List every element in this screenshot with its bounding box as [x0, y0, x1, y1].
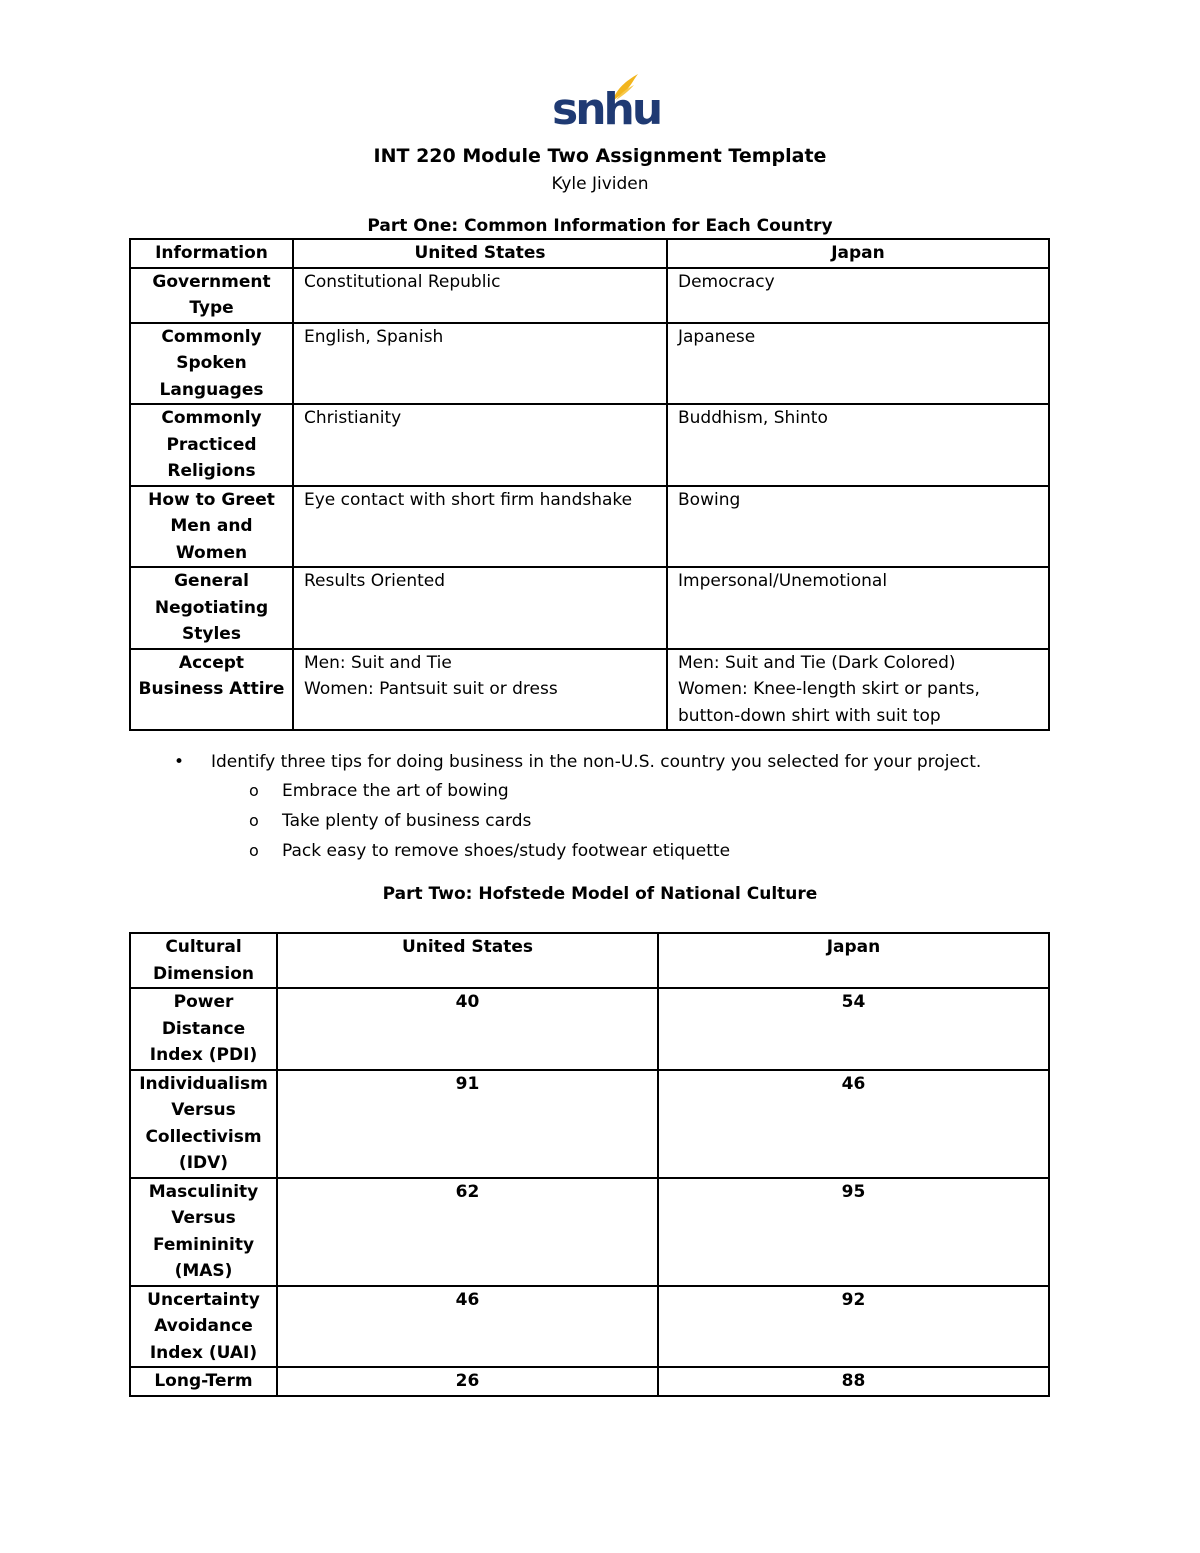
- japan-cell: [667, 404, 1049, 486]
- document-title: INT 220 Module Two Assignment Template: [373, 145, 827, 167]
- japan-cell: [667, 268, 1049, 323]
- table-row: [130, 486, 1049, 568]
- us-cell: [293, 567, 667, 649]
- table-row: [130, 1178, 1049, 1286]
- column-header: Japan: [667, 239, 1049, 268]
- us-score: 62: [277, 1178, 658, 1286]
- us-score: 91: [277, 1070, 658, 1178]
- row-label: Power Distance Index (PDI): [130, 988, 277, 1070]
- row-label: How to Greet Men and Women: [130, 486, 293, 568]
- us-score: 46: [277, 1286, 658, 1368]
- part-two-heading: Part Two: Hofstede Model of National Culture: [382, 884, 818, 904]
- sub-bullet-icon: o: [249, 811, 259, 830]
- table-row: [130, 1286, 1049, 1368]
- sub-bullet-icon: o: [249, 781, 259, 800]
- cell-text: Results Oriented: [304, 571, 446, 591]
- japan-cell: [667, 567, 1049, 649]
- column-header: United States: [277, 933, 658, 988]
- cell-text: Impersonal/Unemotional: [678, 571, 888, 591]
- us-score: 40: [277, 988, 658, 1070]
- hofstede-table: [129, 932, 1050, 1397]
- cell-text: Men: Suit and Tie: [304, 652, 452, 673]
- japan-score: 54: [658, 988, 1049, 1070]
- us-cell: [293, 404, 667, 486]
- list-item: Pack easy to remove shoes/study footwear etiquette: [282, 841, 731, 861]
- us-cell: [293, 649, 667, 731]
- row-label: Uncertainty Avoidance Index (UAI): [130, 1286, 277, 1368]
- row-label: Government Type: [130, 268, 293, 323]
- cell-text: Buddhism, Shinto: [678, 408, 828, 428]
- author-name: Kyle Jividen: [551, 174, 649, 194]
- column-header: Information: [130, 239, 293, 268]
- common-info-table: [129, 238, 1050, 731]
- us-cell: [293, 323, 667, 405]
- cell-text: English, Spanish: [304, 326, 444, 347]
- table-header-row: [130, 239, 1049, 268]
- cell-text: Men: Suit and Tie (Dark Colored): [678, 652, 956, 673]
- bullet-icon: •: [174, 752, 185, 772]
- us-cell: [293, 268, 667, 323]
- list-item: Embrace the art of bowing: [282, 781, 509, 801]
- us-score: 26: [277, 1367, 658, 1396]
- row-label: Commonly Practiced Religions: [130, 404, 293, 486]
- table-row: [130, 649, 1049, 731]
- part-one-heading: Part One: Common Information for Each Country: [367, 216, 833, 236]
- table-row: [130, 268, 1049, 323]
- japan-score: 92: [658, 1286, 1049, 1368]
- table-row: [130, 404, 1049, 486]
- cell-text: Christianity: [304, 408, 402, 428]
- japan-cell: [667, 323, 1049, 405]
- japan-score: 95: [658, 1178, 1049, 1286]
- japan-score: 88: [658, 1367, 1049, 1396]
- japan-score: 46: [658, 1070, 1049, 1178]
- japan-cell: [667, 486, 1049, 568]
- us-cell: [293, 486, 667, 568]
- column-header: Japan: [658, 933, 1049, 988]
- sub-bullet-icon: o: [249, 841, 259, 860]
- logo-wordmark: snhu: [552, 84, 661, 135]
- cell-text: Japanese: [678, 326, 756, 347]
- row-label: Commonly Spoken Languages: [130, 323, 293, 405]
- cell-text: Democracy: [678, 271, 775, 292]
- tips-prompt: Identify three tips for doing business in the non-U.S. country you selected for your project.: [211, 752, 982, 772]
- row-label: Masculinity Versus Femininity (MAS): [130, 1178, 277, 1286]
- table-row: [130, 1070, 1049, 1178]
- cell-text: Women: Pantsuit suit or dress: [304, 679, 558, 699]
- cell-text: Women: Knee-length skirt or pants, button-down shirt with suit top: [678, 679, 980, 726]
- column-header: Cultural Dimension: [130, 933, 277, 988]
- row-label: General Negotiating Styles: [130, 567, 293, 649]
- snhu-logo: [552, 72, 661, 135]
- column-header: United States: [293, 239, 667, 268]
- cell-text: Eye contact with short firm handshake: [304, 489, 633, 510]
- table-row: [130, 988, 1049, 1070]
- row-label: Individualism Versus Collectivism (IDV): [130, 1070, 277, 1178]
- row-label: Accept Business Attire: [130, 649, 293, 731]
- table-row: [130, 323, 1049, 405]
- table-row: [130, 1367, 1049, 1396]
- cell-text: Bowing: [678, 489, 741, 510]
- table-row: [130, 567, 1049, 649]
- list-item: Take plenty of business cards: [282, 811, 532, 831]
- table-header-row: [130, 933, 1049, 988]
- cell-text: Constitutional Republic: [304, 271, 501, 292]
- japan-cell: [667, 649, 1049, 731]
- row-label: Long-Term: [130, 1367, 277, 1396]
